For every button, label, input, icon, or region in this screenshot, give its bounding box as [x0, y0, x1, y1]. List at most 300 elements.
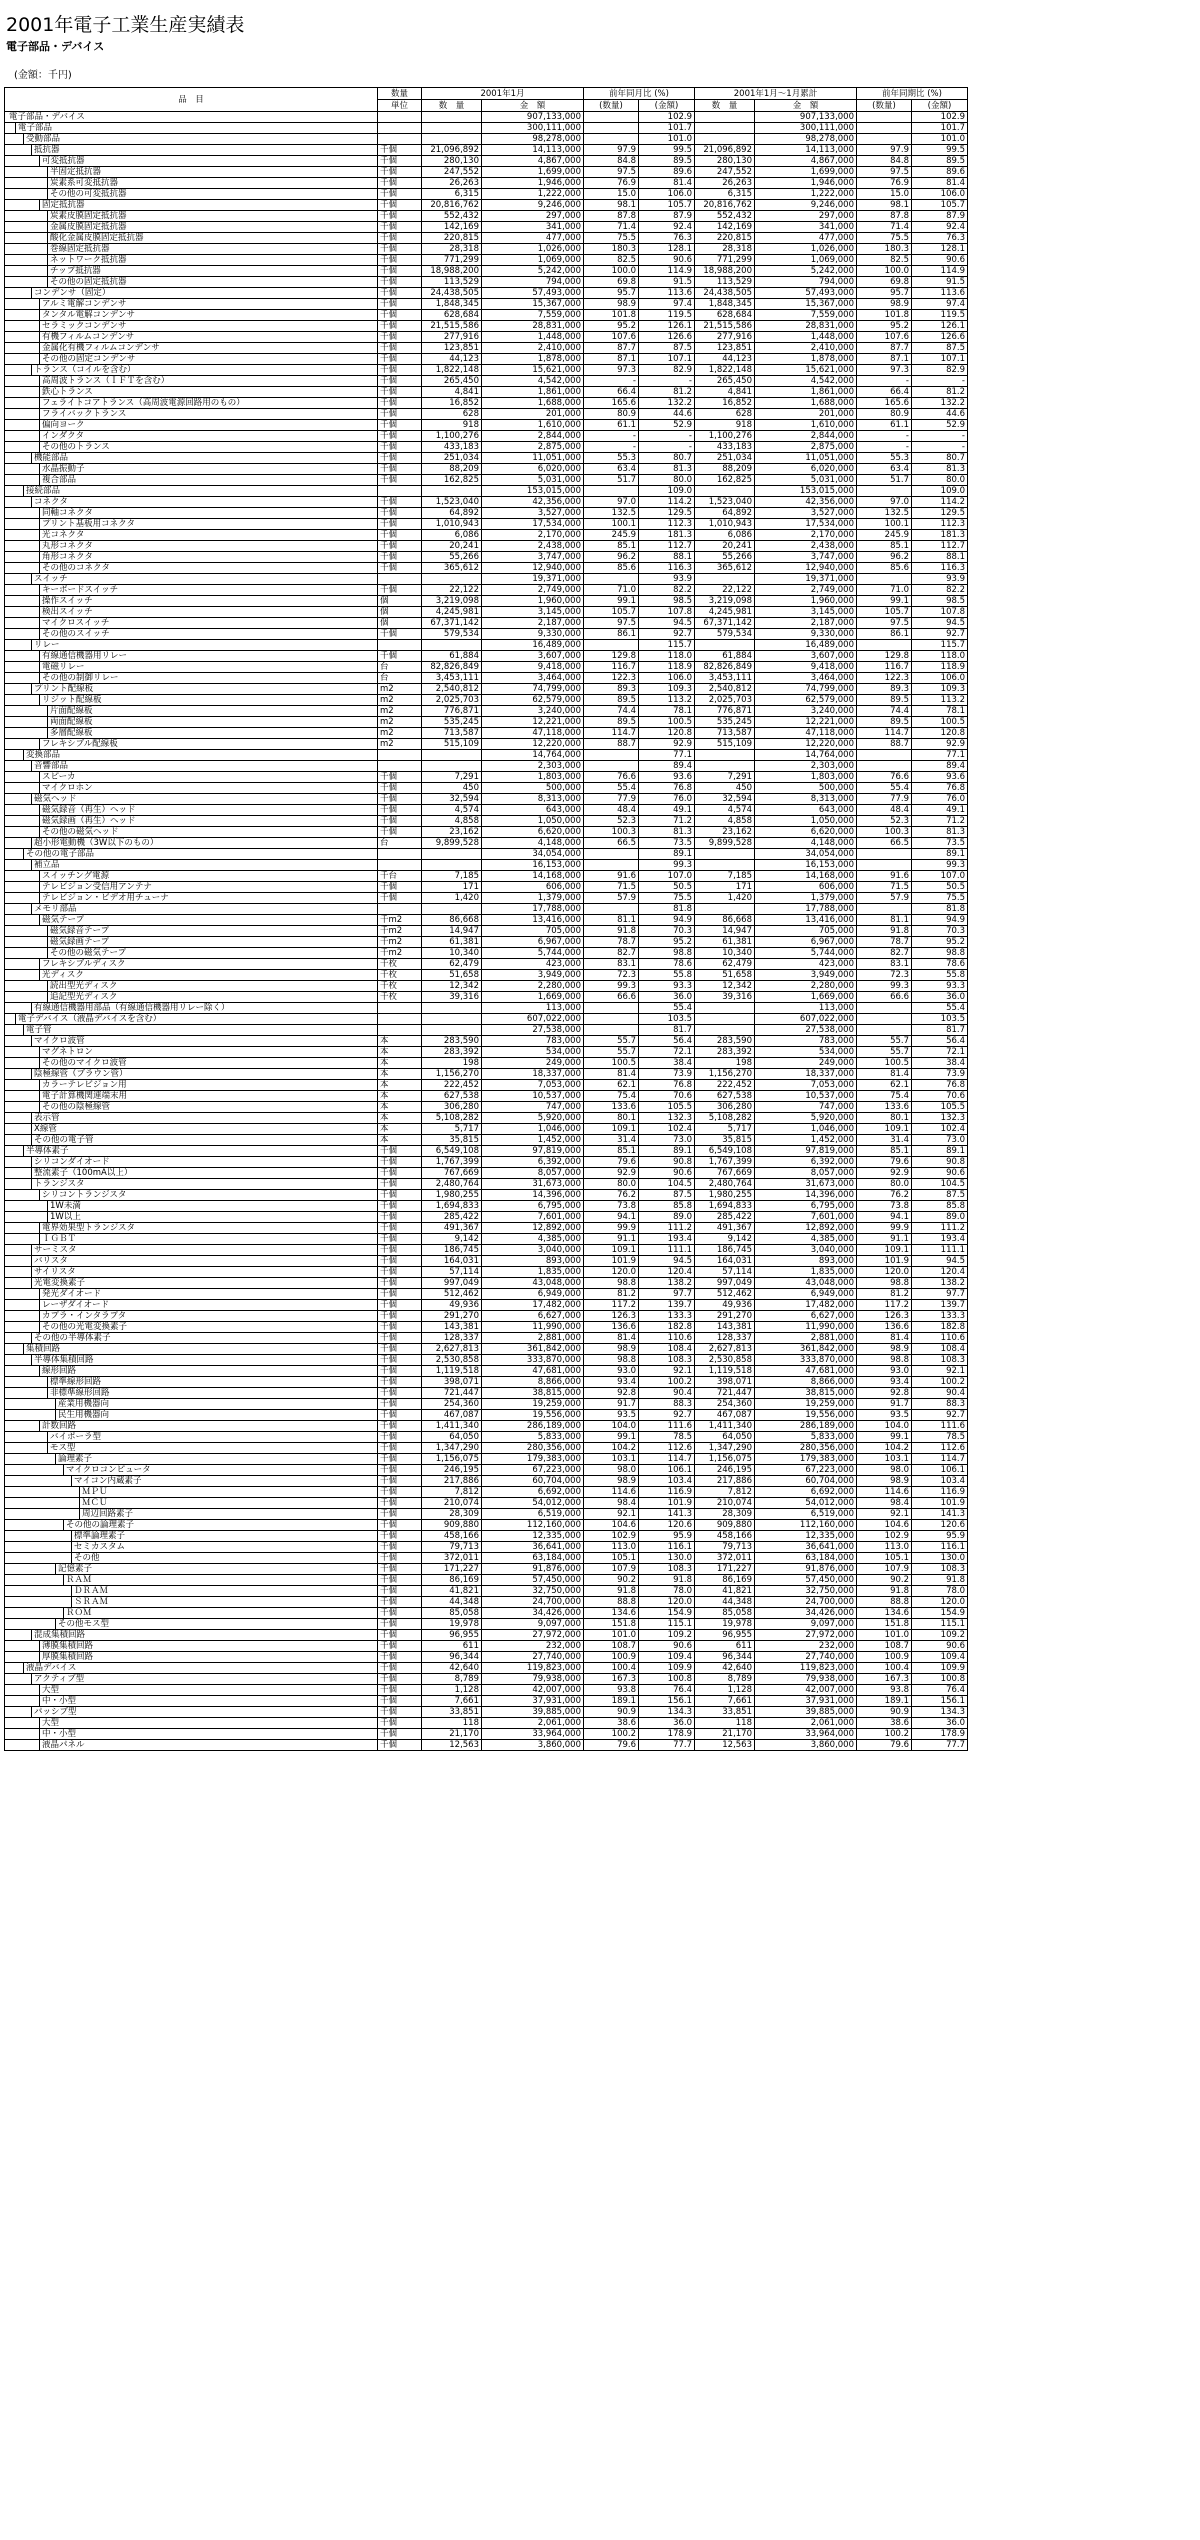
ratio-amount-cell: 116.1 [639, 1542, 695, 1553]
cum-ratio-quantity-cell: 98.8 [857, 1278, 912, 1289]
cum-ratio-quantity-cell: 74.4 [857, 706, 912, 717]
cum-ratio-amount-cell: 133.3 [912, 1311, 968, 1322]
cum-ratio-quantity-cell [857, 750, 912, 761]
amount-cell: 1,878,000 [482, 354, 584, 365]
ratio-quantity-cell: 100.9 [584, 1652, 639, 1663]
ratio-amount-cell: 89.4 [639, 761, 695, 772]
cum-ratio-amount-cell: 76.8 [912, 1080, 968, 1091]
item-cell [5, 849, 378, 860]
cum-ratio-amount-cell: 98.5 [912, 596, 968, 607]
item-name: 民生用機器向 [55, 1410, 109, 1420]
cum-amount-cell: 8,866,000 [755, 1377, 857, 1388]
quantity-cell: 1,523,040 [422, 497, 482, 508]
cum-amount-cell: 7,559,000 [755, 310, 857, 321]
unit-cell: 千個 [378, 387, 422, 398]
ratio-quantity-cell: 95.2 [584, 321, 639, 332]
cum-quantity-cell: 39,316 [695, 992, 755, 1003]
item-cell [5, 684, 378, 695]
unit-cell: 千個 [378, 508, 422, 519]
unit-cell: 千個 [378, 1454, 422, 1465]
cum-ratio-quantity-cell: 55.7 [857, 1036, 912, 1047]
cum-ratio-amount-cell: 90.6 [912, 1641, 968, 1652]
cum-quantity-cell [695, 574, 755, 585]
amount-cell: 54,012,000 [482, 1498, 584, 1509]
cum-amount-cell: 1,046,000 [755, 1124, 857, 1135]
cum-ratio-amount-cell: 111.2 [912, 1223, 968, 1234]
item-name: その他の陰極線管 [39, 1102, 110, 1112]
cum-quantity-cell: 7,185 [695, 871, 755, 882]
item-cell [5, 1696, 378, 1707]
item-cell [5, 816, 378, 827]
item-cell [5, 1146, 378, 1157]
cum-amount-cell: 27,972,000 [755, 1630, 857, 1641]
cum-ratio-amount-cell: 99.5 [912, 145, 968, 156]
quantity-cell: 997,049 [422, 1278, 482, 1289]
item-name: マイクロ波管 [31, 1036, 85, 1046]
cum-ratio-quantity-cell [857, 640, 912, 651]
ratio-amount-cell: 129.5 [639, 508, 695, 519]
unit-cell: 台 [378, 838, 422, 849]
item-name: 大型 [39, 1685, 59, 1695]
ratio-amount-cell: 98.5 [639, 596, 695, 607]
ratio-amount-cell: 106.1 [639, 1465, 695, 1476]
item-cell [5, 299, 378, 310]
cum-quantity-cell: 628,684 [695, 310, 755, 321]
item-cell [5, 1234, 378, 1245]
ratio-amount-cell: 112.7 [639, 541, 695, 552]
cum-ratio-amount-cell: 92.1 [912, 1366, 968, 1377]
cum-amount-cell: 2,438,000 [755, 541, 857, 552]
table-row [5, 1509, 968, 1520]
quantity-cell: 22,122 [422, 585, 482, 596]
item-name: 光コネクタ [39, 530, 84, 540]
ratio-quantity-cell: 85.1 [584, 1146, 639, 1157]
quantity-cell [422, 123, 482, 134]
ratio-amount-cell: 72.1 [639, 1047, 695, 1058]
cum-amount-cell: 1,050,000 [755, 816, 857, 827]
table-row [5, 1454, 968, 1465]
ratio-amount-cell: 181.3 [639, 530, 695, 541]
cum-ratio-amount-cell: 90.6 [912, 255, 968, 266]
cum-ratio-quantity-cell: 87.8 [857, 211, 912, 222]
ratio-amount-cell: 95.9 [639, 1531, 695, 1542]
item-name: カラーテレビジョン用 [39, 1080, 127, 1090]
item-cell [5, 387, 378, 398]
cum-amount-cell: 42,007,000 [755, 1685, 857, 1696]
item-cell [5, 1223, 378, 1234]
table-row [5, 1531, 968, 1542]
unit-cell: 千個 [378, 1553, 422, 1564]
cum-amount-cell: 1,699,000 [755, 167, 857, 178]
quantity-cell: 12,563 [422, 1740, 482, 1751]
cum-quantity-cell: 82,826,849 [695, 662, 755, 673]
ratio-amount-cell: 113.6 [639, 288, 695, 299]
page-subtitle: 電子部品・デバイス [6, 40, 105, 53]
ratio-amount-cell: 50.5 [639, 882, 695, 893]
cum-quantity-cell: 20,241 [695, 541, 755, 552]
cum-quantity-cell: 57,114 [695, 1267, 755, 1278]
item-name: 計数回路 [39, 1421, 76, 1431]
ratio-amount-cell: 97.4 [639, 299, 695, 310]
amount-cell: 6,392,000 [482, 1157, 584, 1168]
amount-cell: 17,534,000 [482, 519, 584, 530]
item-cell [5, 860, 378, 871]
unit-cell: 千個 [378, 1619, 422, 1630]
quantity-cell: 39,316 [422, 992, 482, 1003]
unit-cell: 千個 [378, 585, 422, 596]
ratio-amount-cell: 81.7 [639, 1025, 695, 1036]
ratio-quantity-cell: 98.9 [584, 1476, 639, 1487]
cum-quantity-cell: 997,049 [695, 1278, 755, 1289]
item-cell [5, 486, 378, 497]
amount-cell: 2,438,000 [482, 541, 584, 552]
item-cell [5, 156, 378, 167]
cum-amount-cell: 6,519,000 [755, 1509, 857, 1520]
item-name: その他のトランス [39, 442, 110, 452]
item-cell [5, 1322, 378, 1333]
amount-cell: 3,949,000 [482, 970, 584, 981]
amount-cell: 1,610,000 [482, 420, 584, 431]
cum-amount-cell: 500,000 [755, 783, 857, 794]
unit-cell: 千個 [378, 1465, 422, 1476]
item-name: 金属化有機フィルムコンデンサ [39, 343, 160, 353]
cum-ratio-quantity-cell: 61.1 [857, 420, 912, 431]
cum-amount-cell: 1,069,000 [755, 255, 857, 266]
ratio-quantity-cell: 90.2 [584, 1575, 639, 1586]
cum-amount-cell: 63,184,000 [755, 1553, 857, 1564]
table-row [5, 1311, 968, 1322]
ratio-amount-cell: 120.8 [639, 728, 695, 739]
cum-ratio-quantity-cell: 81.2 [857, 1289, 912, 1300]
unit-cell: 千個 [378, 1333, 422, 1344]
item-cell [5, 662, 378, 673]
item-name: 液晶デバイス [23, 1663, 76, 1673]
amount-cell: 37,931,000 [482, 1696, 584, 1707]
cum-amount-cell: 37,931,000 [755, 1696, 857, 1707]
unit-cell: m2 [378, 739, 422, 750]
cum-ratio-quantity-cell: 104.2 [857, 1443, 912, 1454]
cum-ratio-amount-cell: 36.0 [912, 992, 968, 1003]
cum-amount-cell: 893,000 [755, 1256, 857, 1267]
table-row [5, 1157, 968, 1168]
item-name: その他の固定抵抗器 [47, 277, 127, 287]
amount-cell: 4,148,000 [482, 838, 584, 849]
cum-amount-cell: 31,673,000 [755, 1179, 857, 1190]
ratio-quantity-cell: 55.7 [584, 1047, 639, 1058]
cum-amount-cell: 6,949,000 [755, 1289, 857, 1300]
ratio-quantity-cell: 81.4 [584, 1069, 639, 1080]
cum-quantity-cell: 247,552 [695, 167, 755, 178]
ratio-amount-cell: 193.4 [639, 1234, 695, 1245]
ratio-quantity-cell: 104.2 [584, 1443, 639, 1454]
page-title: 2001年電子工業生産実績表 [6, 14, 245, 36]
amount-cell: 5,242,000 [482, 266, 584, 277]
unit-cell: 千個 [378, 332, 422, 343]
cum-ratio-quantity-cell: 98.0 [857, 1465, 912, 1476]
amount-cell: 232,000 [482, 1641, 584, 1652]
ratio-amount-cell: 70.6 [639, 1091, 695, 1102]
unit-cell: 千個 [378, 310, 422, 321]
table-row [5, 882, 968, 893]
amount-cell: 63,184,000 [482, 1553, 584, 1564]
quantity-cell: 365,612 [422, 563, 482, 574]
cum-amount-cell: 17,482,000 [755, 1300, 857, 1311]
table-row [5, 299, 968, 310]
table-row [5, 838, 968, 849]
cum-ratio-quantity-cell: 66.6 [857, 992, 912, 1003]
cum-ratio-quantity-cell: 81.1 [857, 915, 912, 926]
cum-ratio-quantity-cell: 105.7 [857, 607, 912, 618]
ratio-quantity-cell: 80.9 [584, 409, 639, 420]
cum-quantity-cell: 515,109 [695, 739, 755, 750]
ratio-quantity-cell: 61.1 [584, 420, 639, 431]
unit-cell: 千個 [378, 1190, 422, 1201]
quantity-cell: 164,031 [422, 1256, 482, 1267]
amount-cell: 12,940,000 [482, 563, 584, 574]
header-row-1 [5, 88, 968, 100]
table-row [5, 816, 968, 827]
table-row [5, 497, 968, 508]
production-table [4, 87, 968, 1751]
item-cell [5, 596, 378, 607]
cum-quantity-cell: 9,899,528 [695, 838, 755, 849]
item-name: 読出型光ディスク [47, 981, 117, 991]
item-name: インダクタ [39, 431, 84, 441]
amount-cell: 1,026,000 [482, 244, 584, 255]
cum-ratio-quantity-cell: 100.4 [857, 1663, 912, 1674]
cum-ratio-quantity-cell: 98.1 [857, 200, 912, 211]
item-cell [5, 442, 378, 453]
cum-amount-cell: 280,356,000 [755, 1443, 857, 1454]
unit-cell: 千枚 [378, 992, 422, 1003]
item-name: その他の半導体素子 [31, 1333, 111, 1343]
cum-quantity-cell: 372,011 [695, 1553, 755, 1564]
cum-ratio-quantity-cell: 91.8 [857, 1586, 912, 1597]
quantity-cell: 4,858 [422, 816, 482, 827]
ratio-quantity-cell: 189.1 [584, 1696, 639, 1707]
cum-amount-cell: 79,938,000 [755, 1674, 857, 1685]
ratio-quantity-cell: 180.3 [584, 244, 639, 255]
cum-ratio-amount-cell: 120.8 [912, 728, 968, 739]
ratio-amount-cell: 85.8 [639, 1201, 695, 1212]
amount-cell: 19,556,000 [482, 1410, 584, 1421]
cum-ratio-quantity-cell: 133.6 [857, 1102, 912, 1113]
quantity-cell: 277,916 [422, 332, 482, 343]
unit-cell: 千個 [378, 266, 422, 277]
table-row [5, 222, 968, 233]
ratio-amount-cell: 44.6 [639, 409, 695, 420]
cum-ratio-amount-cell: 118.9 [912, 662, 968, 673]
cum-ratio-amount-cell: 108.4 [912, 1344, 968, 1355]
ratio-quantity-cell: 98.4 [584, 1498, 639, 1509]
ratio-quantity-cell: 76.2 [584, 1190, 639, 1201]
amount-cell: 3,527,000 [482, 508, 584, 519]
cum-quantity-cell: 62,479 [695, 959, 755, 970]
ratio-amount-cell: 76.8 [639, 783, 695, 794]
table-row [5, 277, 968, 288]
ratio-quantity-cell: 105.1 [584, 1553, 639, 1564]
item-cell [5, 277, 378, 288]
unit-cell [378, 123, 422, 134]
cum-ratio-amount-cell: 108.3 [912, 1355, 968, 1366]
item-name: 磁気録画テープ [47, 937, 109, 947]
unit-cell: 千個 [378, 156, 422, 167]
unit-cell: 千個 [378, 1399, 422, 1410]
header-unit-1: 数量 [378, 88, 422, 100]
cum-ratio-quantity-cell: 97.9 [857, 145, 912, 156]
cum-ratio-quantity-cell: 76.6 [857, 772, 912, 783]
quantity-cell: 64,892 [422, 508, 482, 519]
cum-ratio-quantity-cell: 93.8 [857, 1685, 912, 1696]
item-cell [5, 926, 378, 937]
cum-ratio-quantity-cell: 100.2 [857, 1729, 912, 1740]
amount-cell: 67,223,000 [482, 1465, 584, 1476]
table-row [5, 387, 968, 398]
header-cumulative: 2001年1月〜1月累計 [695, 88, 857, 100]
item-name: その他の論理素子 [63, 1520, 134, 1530]
cum-quantity-cell: 1,523,040 [695, 497, 755, 508]
ratio-quantity-cell: 76.9 [584, 178, 639, 189]
ratio-amount-cell: 82.2 [639, 585, 695, 596]
ratio-quantity-cell: 79.6 [584, 1157, 639, 1168]
cum-quantity-cell: 265,450 [695, 376, 755, 387]
item-cell [5, 1663, 378, 1674]
ratio-quantity-cell: 109.1 [584, 1245, 639, 1256]
ratio-quantity-cell: 82.7 [584, 948, 639, 959]
item-name: 複合部品 [39, 475, 76, 485]
cum-quantity-cell: 18,988,200 [695, 266, 755, 277]
table-row [5, 508, 968, 519]
item-name: 液晶パネル [39, 1740, 85, 1750]
quantity-cell: 291,270 [422, 1311, 482, 1322]
amount-cell: 643,000 [482, 805, 584, 816]
cum-ratio-amount-cell: 73.5 [912, 838, 968, 849]
ratio-amount-cell: 112.6 [639, 1443, 695, 1454]
cum-quantity-cell: 1,411,340 [695, 1421, 755, 1432]
ratio-amount-cell: 52.9 [639, 420, 695, 431]
item-cell [5, 728, 378, 739]
quantity-cell: 512,462 [422, 1289, 482, 1300]
cum-ratio-quantity-cell: 100.3 [857, 827, 912, 838]
cum-amount-cell: 643,000 [755, 805, 857, 816]
ratio-quantity-cell: 71.4 [584, 222, 639, 233]
table-row [5, 310, 968, 321]
cum-amount-cell: 16,153,000 [755, 860, 857, 871]
ratio-quantity-cell: 100.3 [584, 827, 639, 838]
ratio-amount-cell: 120.6 [639, 1520, 695, 1531]
cum-ratio-quantity-cell [857, 761, 912, 772]
cum-ratio-amount-cell: 89.1 [912, 849, 968, 860]
quantity-cell: 433,183 [422, 442, 482, 453]
cum-ratio-amount-cell: 100.5 [912, 717, 968, 728]
amount-cell: 5,920,000 [482, 1113, 584, 1124]
item-cell [5, 475, 378, 486]
item-name: 磁気録音テープ [47, 926, 109, 936]
ratio-quantity-cell: 75.5 [584, 233, 639, 244]
amount-cell: 9,246,000 [482, 200, 584, 211]
unit-cell: 千個 [378, 651, 422, 662]
cum-ratio-amount-cell: 89.1 [912, 1146, 968, 1157]
cum-ratio-quantity-cell: 107.6 [857, 332, 912, 343]
cum-ratio-quantity-cell: 94.1 [857, 1212, 912, 1223]
ratio-quantity-cell: 98.0 [584, 1465, 639, 1476]
item-cell [5, 1212, 378, 1223]
ratio-amount-cell: 99.3 [639, 860, 695, 871]
item-cell [5, 772, 378, 783]
quantity-cell: 515,109 [422, 739, 482, 750]
cum-ratio-quantity-cell: 114.6 [857, 1487, 912, 1498]
cum-amount-cell: 249,000 [755, 1058, 857, 1069]
ratio-amount-cell: 78.6 [639, 959, 695, 970]
item-name: その他の磁気ヘッド [39, 827, 119, 837]
item-name: 有線通信機器用リレー [39, 651, 127, 661]
header-month: 2001年1月 [422, 88, 584, 100]
cum-ratio-quantity-cell: 66.5 [857, 838, 912, 849]
quantity-cell: 118 [422, 1718, 482, 1729]
amount-cell: 3,860,000 [482, 1740, 584, 1751]
quantity-cell: 2,540,812 [422, 684, 482, 695]
unit-cell: 千個 [378, 1157, 422, 1168]
cum-quantity-cell: 306,280 [695, 1102, 755, 1113]
amount-cell: 16,153,000 [482, 860, 584, 871]
amount-cell: 9,097,000 [482, 1619, 584, 1630]
cum-ratio-quantity-cell: 75.5 [857, 233, 912, 244]
cum-quantity-cell: 4,841 [695, 387, 755, 398]
item-cell [5, 761, 378, 772]
ratio-amount-cell: 73.9 [639, 1069, 695, 1080]
cum-amount-cell: 232,000 [755, 1641, 857, 1652]
cum-ratio-amount-cell: 92.9 [912, 739, 968, 750]
quantity-cell: 21,515,586 [422, 321, 482, 332]
item-name: 可変抵抗器 [39, 156, 85, 166]
unit-cell: 千個 [378, 189, 422, 200]
cum-ratio-quantity-cell: 88.7 [857, 739, 912, 750]
cum-ratio-amount-cell: 132.3 [912, 1113, 968, 1124]
unit-cell: 千m2 [378, 948, 422, 959]
cum-ratio-quantity-cell: 71.0 [857, 585, 912, 596]
cum-amount-cell: 91,876,000 [755, 1564, 857, 1575]
item-name: リレー [31, 640, 60, 650]
table-row [5, 926, 968, 937]
cum-ratio-amount-cell: 78.5 [912, 1432, 968, 1443]
cum-quantity-cell: 721,447 [695, 1388, 755, 1399]
item-name: 操作スイッチ [39, 596, 93, 606]
cum-quantity-cell: 10,340 [695, 948, 755, 959]
cum-quantity-cell: 909,880 [695, 1520, 755, 1531]
ratio-amount-cell: 92.4 [639, 222, 695, 233]
item-name: 半導体素子 [23, 1146, 69, 1156]
cum-ratio-amount-cell: 89.0 [912, 1212, 968, 1223]
cum-ratio-amount-cell: 139.7 [912, 1300, 968, 1311]
item-name: 受動部品 [23, 134, 60, 144]
cum-amount-cell: 36,641,000 [755, 1542, 857, 1553]
table-row [5, 1366, 968, 1377]
item-cell [5, 827, 378, 838]
amount-cell: 6,692,000 [482, 1487, 584, 1498]
table-row [5, 200, 968, 211]
cum-quantity-cell: 186,745 [695, 1245, 755, 1256]
cum-ratio-quantity-cell: 80.9 [857, 409, 912, 420]
quantity-cell: 19,978 [422, 1619, 482, 1630]
item-name: モス型 [47, 1443, 76, 1453]
item-name: 固定抵抗器 [39, 200, 85, 210]
amount-cell: 1,379,000 [482, 893, 584, 904]
item-cell [5, 651, 378, 662]
item-name: フレキシブル配線板 [39, 739, 118, 749]
ratio-amount-cell: 178.9 [639, 1729, 695, 1740]
ratio-amount-cell: - [639, 431, 695, 442]
item-name: 周辺回路素子 [79, 1509, 133, 1519]
